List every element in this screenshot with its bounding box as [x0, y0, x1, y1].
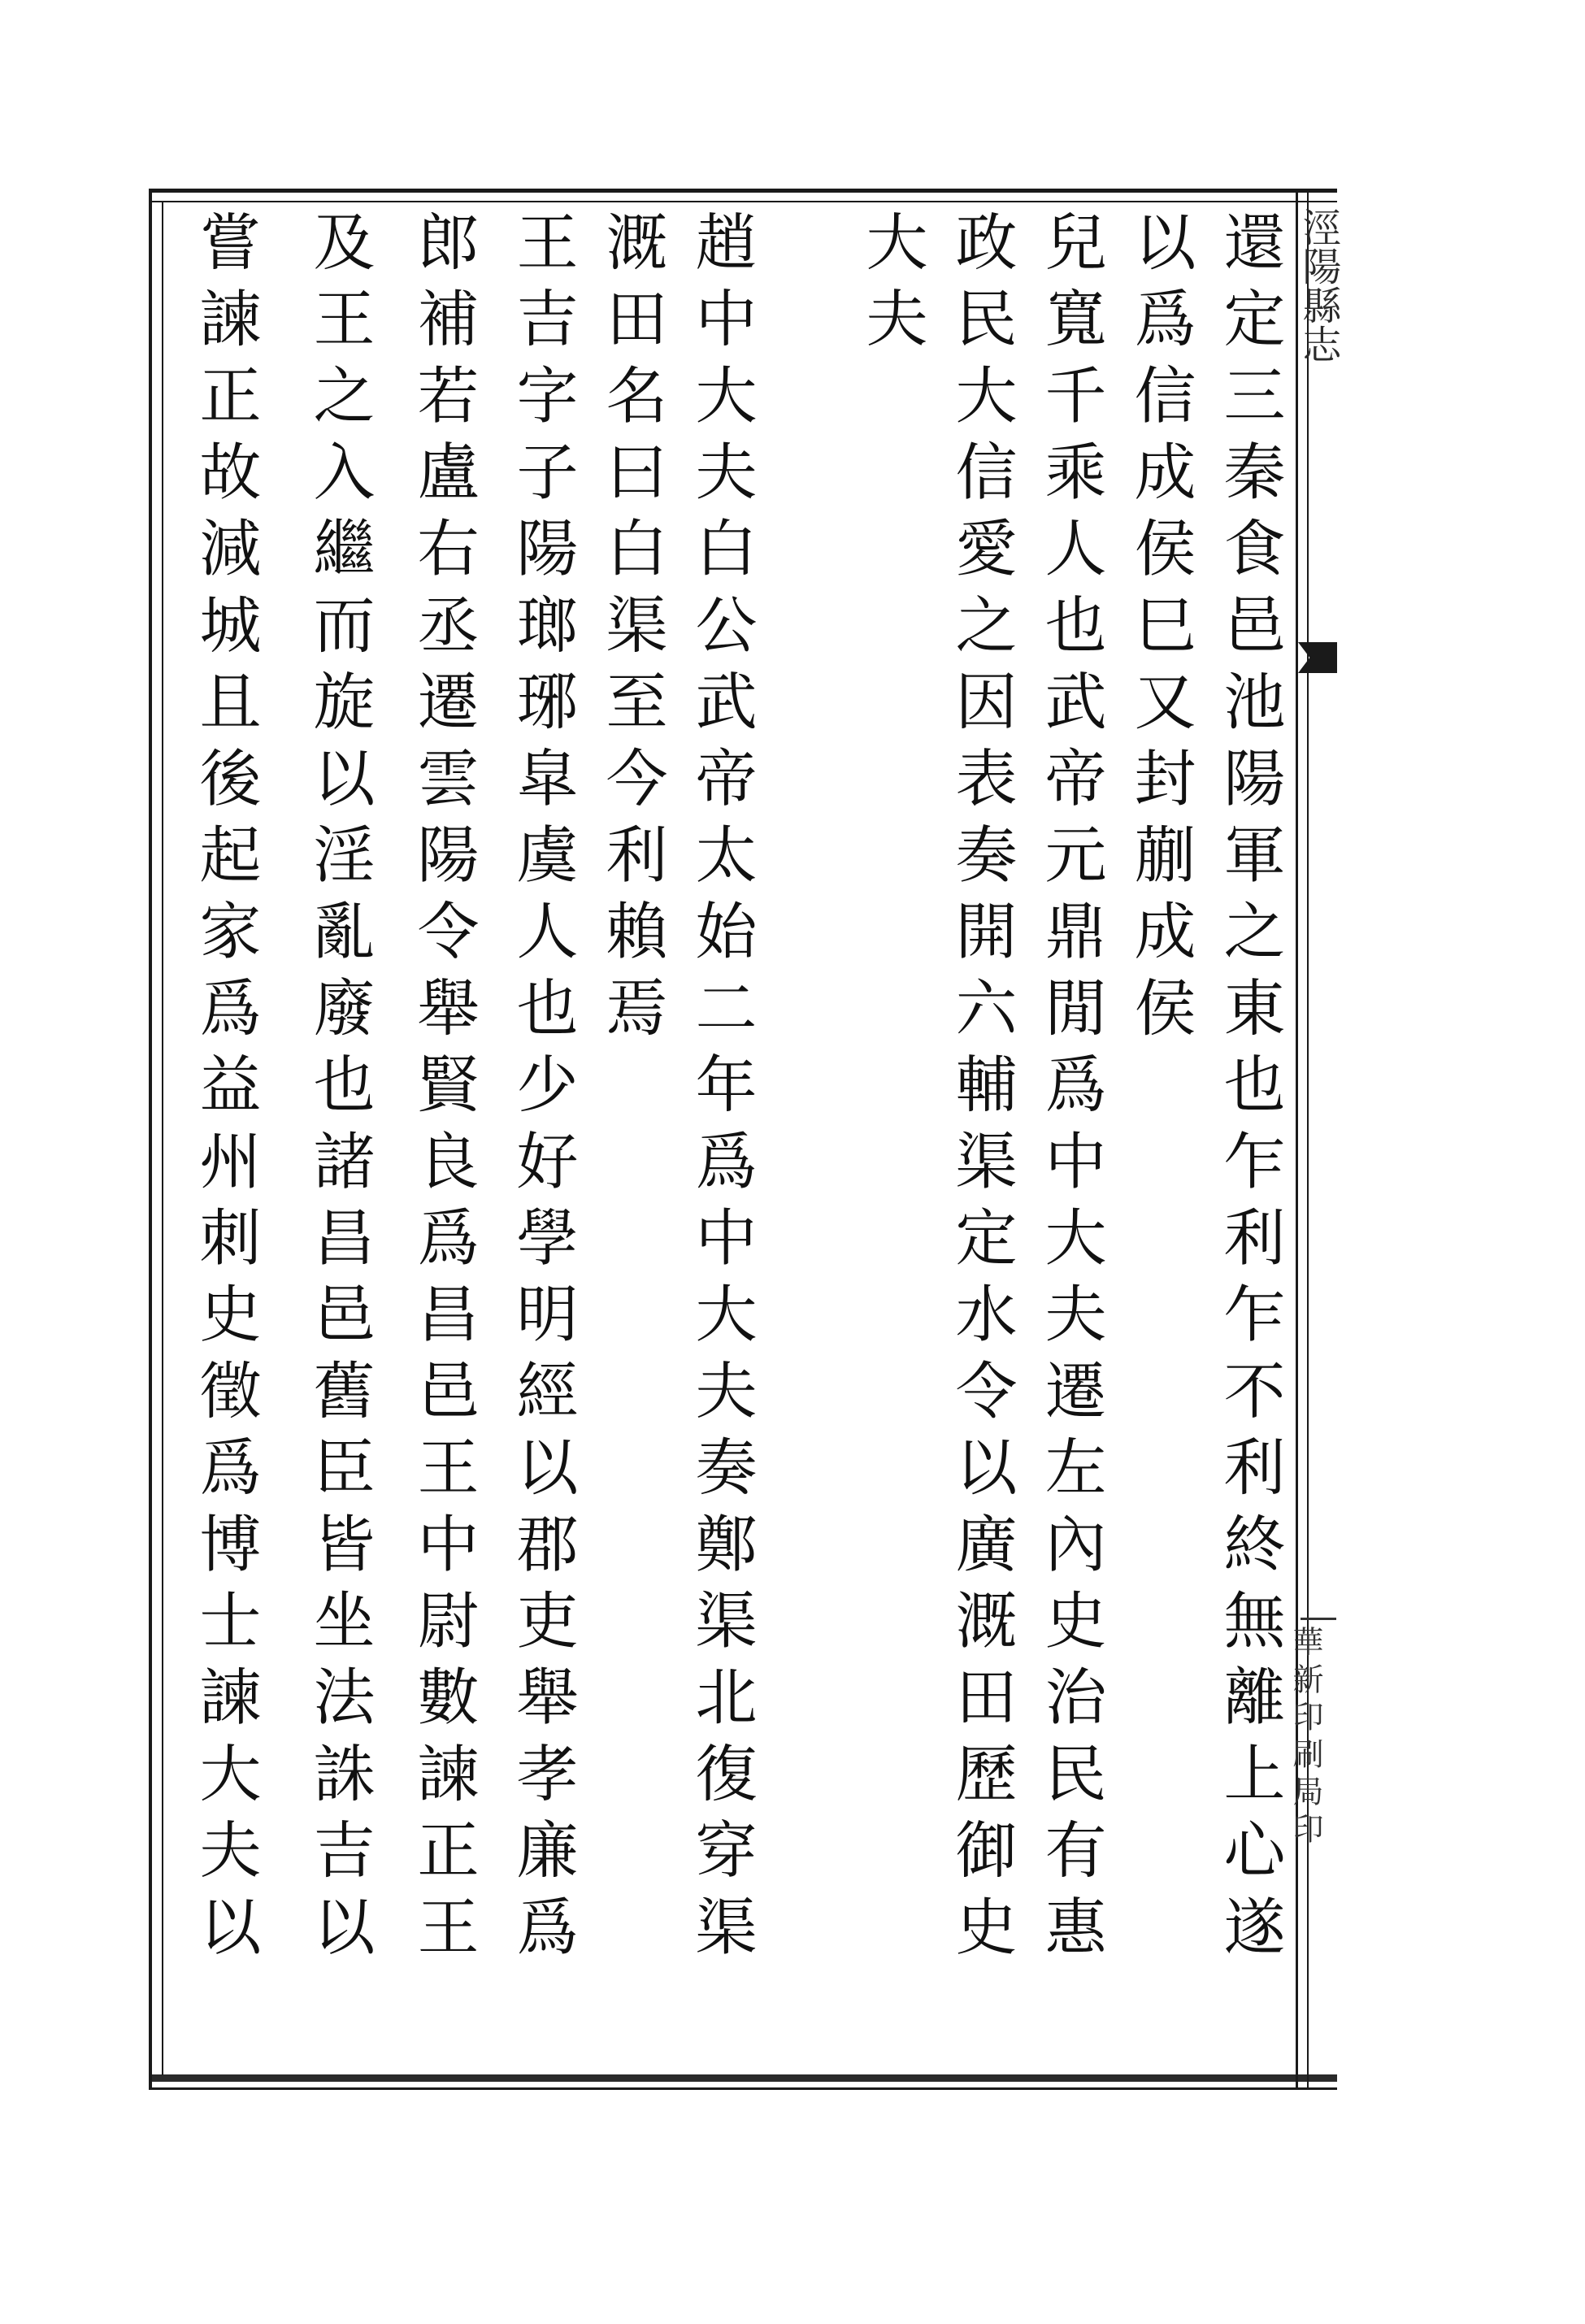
margin-divider: [1301, 1618, 1336, 1620]
top-border-rule: [149, 189, 1337, 193]
text-column-5: 大夫: [856, 210, 928, 363]
fish-tail-mark-icon: [1298, 642, 1337, 673]
left-border-rule: [149, 189, 152, 2090]
text-column-6: 趙中大夫白公武帝太始二年爲中大夫奏鄭渠北復穿渠: [685, 210, 758, 1971]
bottom-inner-rule: [149, 2087, 1337, 2090]
bottom-border-rule: [149, 2074, 1337, 2082]
left-inner-rule: [162, 201, 163, 2075]
text-column-11: 嘗諫正故減城且後起家爲益州刺史徵爲博士諫大夫以: [189, 210, 262, 1971]
top-inner-rule: [149, 201, 1337, 202]
printer-imprint: 華新印刷局印: [1288, 1626, 1323, 1850]
margin-book-title: 涇陽縣志: [1296, 207, 1341, 363]
text-column-1: 還定三秦食邑池陽軍之東也乍利乍不利終無離上心遂: [1214, 210, 1286, 1971]
text-column-8: 王吉字子陽瑯琊皐虞人也少好學明經以郡吏舉孝廉爲: [506, 210, 579, 1971]
text-column-7: 溉田名曰白渠至今利賴焉: [596, 210, 668, 1053]
text-column-2: 以爲信成侯巳又封蒯成侯: [1124, 210, 1196, 1053]
text-column-9: 郎補若盧右丞遷雲陽令舉賢良爲昌邑王中尉數諫正王: [407, 210, 480, 1971]
text-column-3: 兒寬千乘人也武帝元鼎閒爲中大夫遷左內史治民有惠: [1035, 210, 1107, 1971]
text-column-10: 及王之入繼而旋以淫亂廢也諸昌邑舊臣皆坐法誅吉以: [303, 210, 376, 1971]
text-column-4: 政民大信愛之因表奏開六輔渠定水令以廣溉田歷御史: [945, 210, 1018, 1971]
